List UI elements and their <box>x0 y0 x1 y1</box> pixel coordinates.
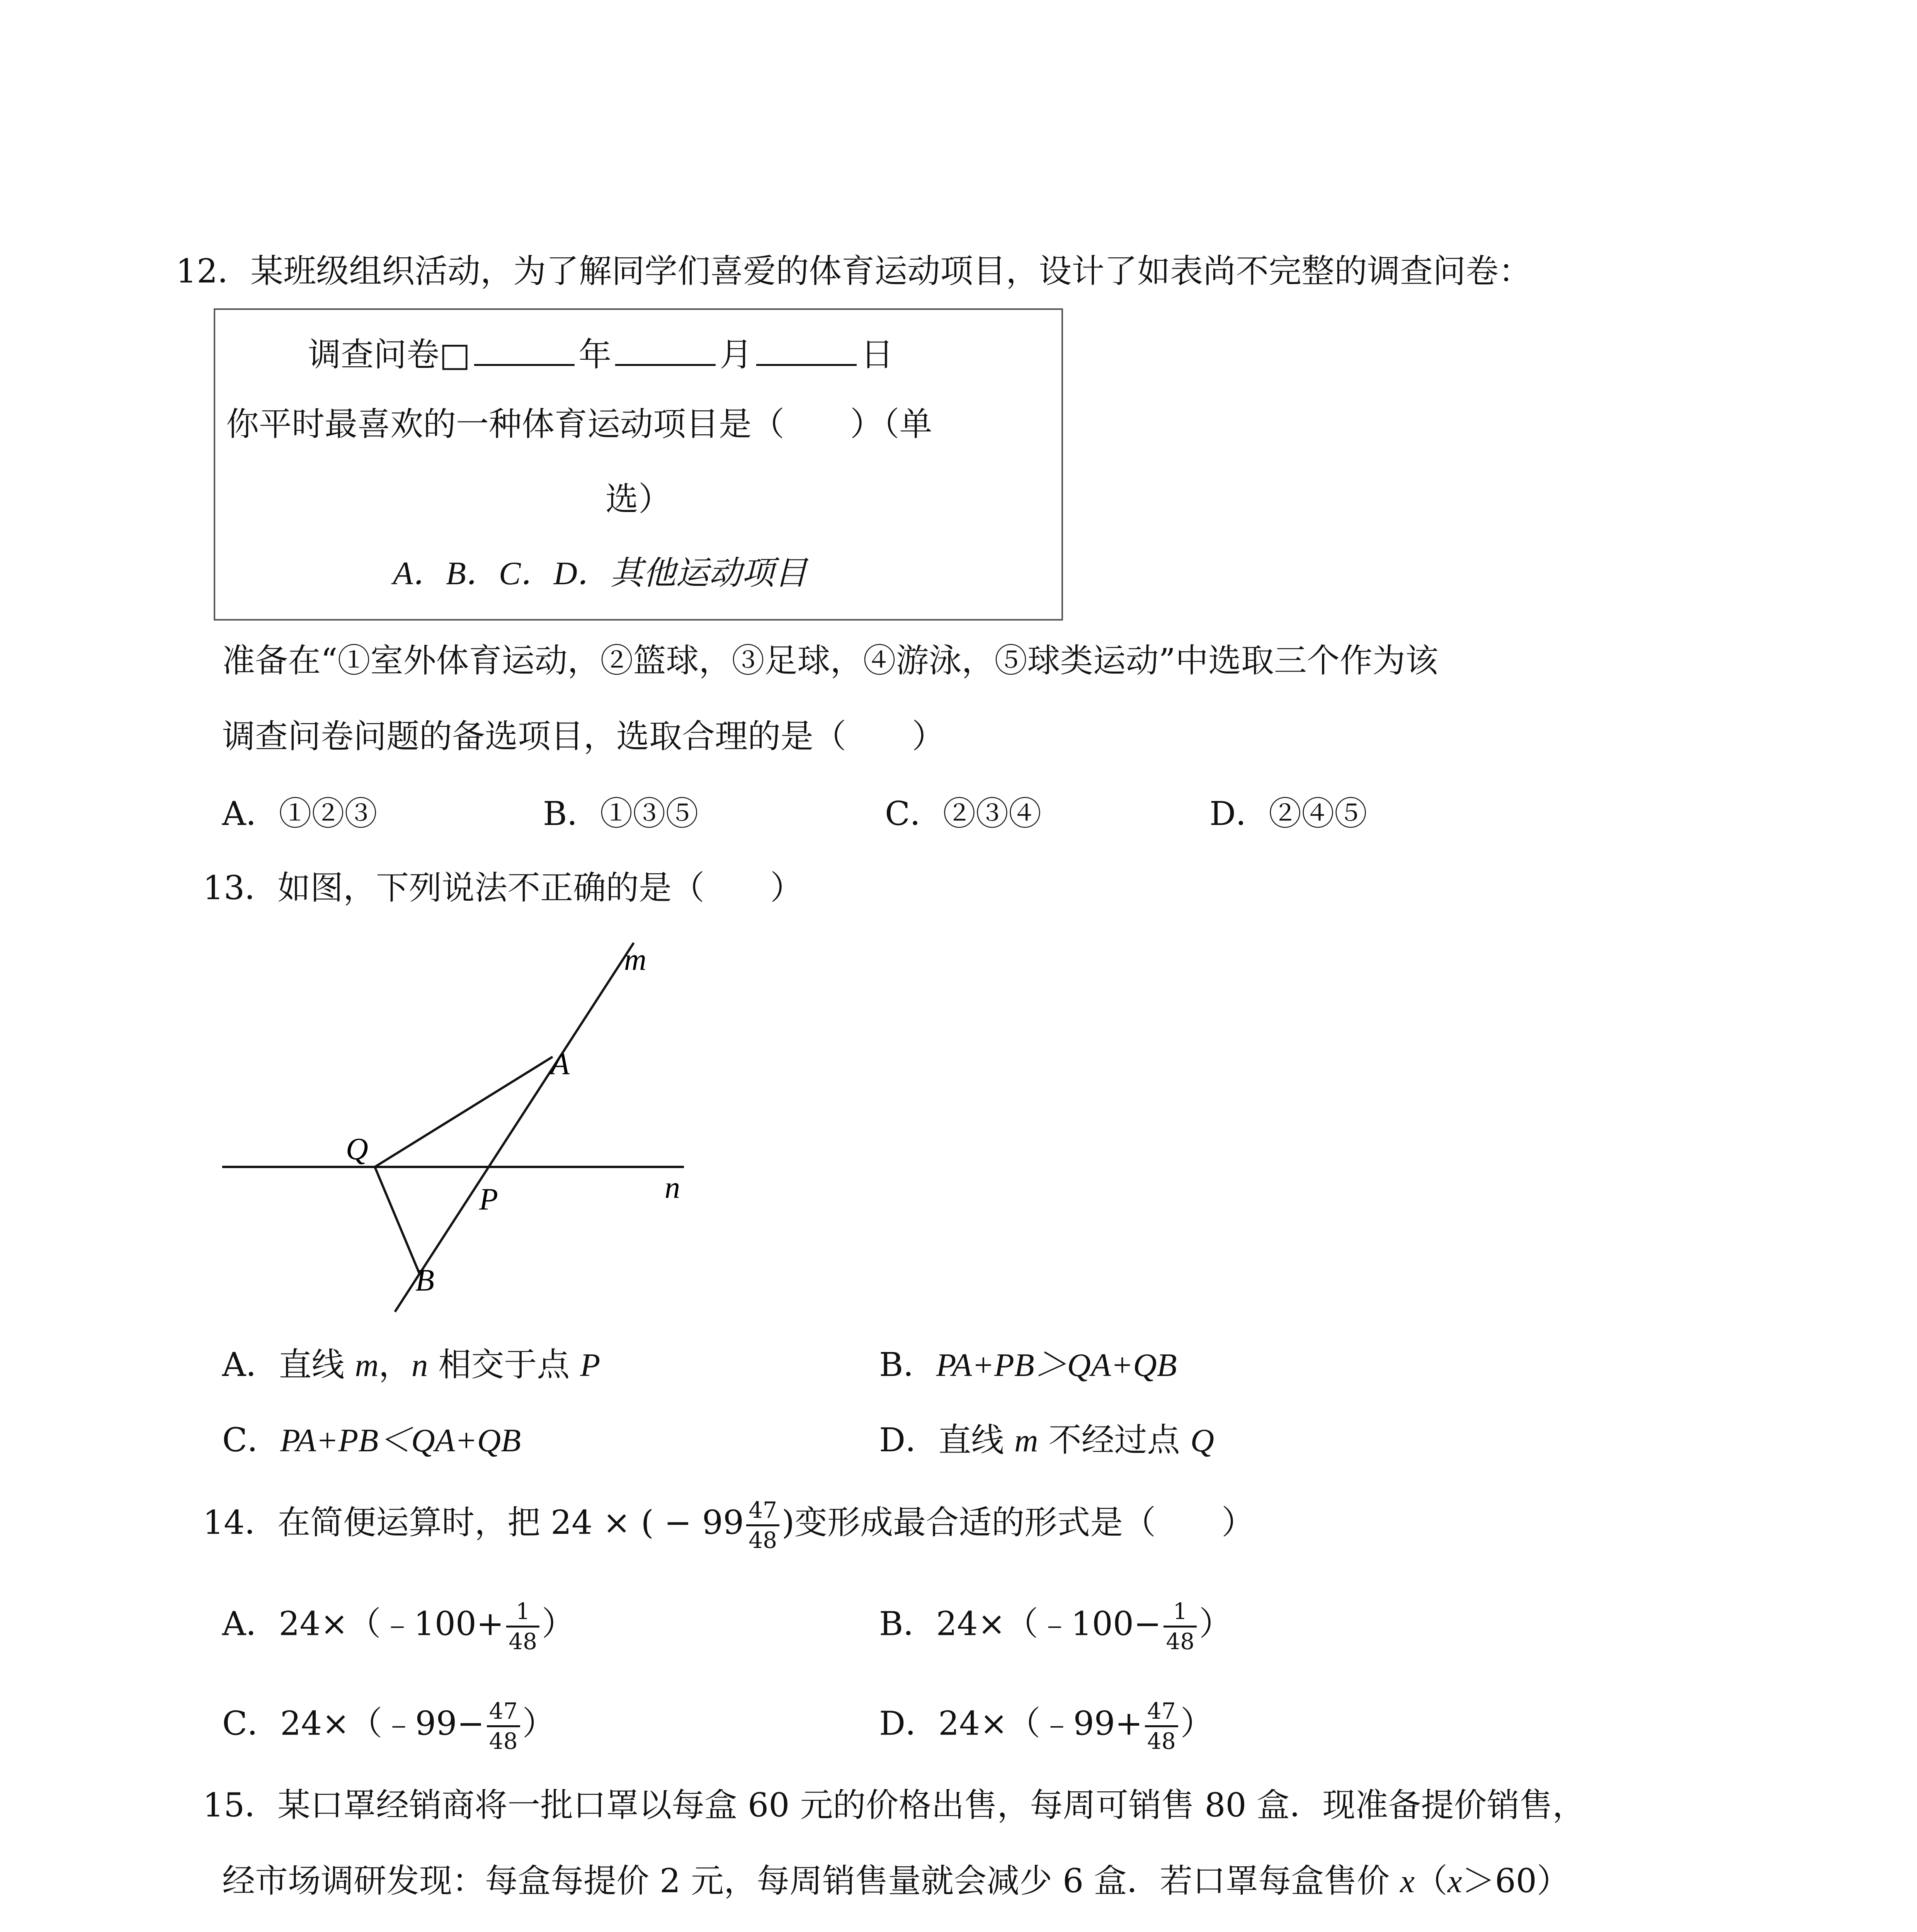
q14-choice-c-text: C．24×（﹣99− <box>222 1704 485 1743</box>
survey-day: 日 <box>861 336 894 374</box>
q13-choice-c-prefix: C． <box>222 1421 281 1459</box>
q14-choice-a-den: 48 <box>509 1628 538 1655</box>
q14-stem-b: )变形成最合适的形式是（ ） <box>782 1503 1255 1542</box>
q14-choice-a-close: ） <box>542 1605 575 1643</box>
q14-choice-c <box>222 1699 555 1753</box>
survey-year: 年 <box>578 336 612 374</box>
q13-choice-d-prefix: D．直线 <box>879 1421 1015 1459</box>
q15-line2-a: 经市场调研发现：每盒每提价 2 元，每周销售量就会减少 6 盒．若口罩每盒售价 <box>222 1862 1400 1900</box>
q13-choice-b-expr: PA+PB＞QA+QB <box>936 1347 1177 1383</box>
q14-stem-num: 47 <box>746 1498 779 1526</box>
label-p: P <box>479 1182 498 1216</box>
label-n: n <box>665 1171 680 1205</box>
q13-choice-b-prefix: B． <box>879 1346 936 1384</box>
q14-choice-c-den: 48 <box>489 1728 518 1754</box>
survey-question-a: 你平时最喜欢的一种体育运动项目是（ ）（单 <box>226 405 932 444</box>
q14-choice-d-text: D．24×（﹣99+ <box>879 1704 1143 1743</box>
q15-line2-b: （ <box>1415 1862 1448 1900</box>
q14-choice-d <box>879 1699 1213 1753</box>
survey-options: A．B．C．D．其他运动项目 <box>393 555 807 592</box>
q14-choice-b <box>879 1600 1232 1653</box>
q14-choice-d-fraction <box>1145 1699 1178 1753</box>
q14-choice-b-fraction <box>1163 1600 1197 1653</box>
q13-stem: 13．如图，下列说法不正确的是（ ） <box>203 869 803 907</box>
q15-line2 <box>222 1862 1570 1900</box>
label-q: Q <box>346 1132 368 1166</box>
q14-choice-d-num: 47 <box>1145 1699 1178 1727</box>
q13-choice-a-sep: ， <box>378 1346 412 1384</box>
q14-stem-fraction <box>746 1498 779 1552</box>
q15-line2-c: ＞60） <box>1462 1862 1570 1900</box>
q14-choice-b-close: ） <box>1199 1605 1232 1643</box>
q13-choice-a-m: m <box>355 1347 379 1383</box>
q13-choice-a-prefix: A．直线 <box>222 1346 355 1384</box>
label-m: m <box>624 943 646 977</box>
q13-choice-d-mid: 不经过点 <box>1038 1421 1191 1459</box>
q13-choice-a-mid: 相交于点 <box>428 1346 580 1384</box>
q12-choice-a: A．①②③ <box>222 795 378 833</box>
q15-line2-x: x <box>1400 1863 1415 1900</box>
q15-line1: 15．某口罩经销商将一批口罩以每盒 60 元的价格出售，每周可销售 80 盒．现准备提价销售， <box>203 1786 1585 1825</box>
q14-stem-den: 48 <box>748 1527 777 1553</box>
q14-stem <box>203 1498 1254 1552</box>
q14-choice-b-text: B．24×（﹣100− <box>879 1605 1162 1643</box>
q13-choice-a <box>222 1346 600 1384</box>
q14-choice-a-text: A．24×（﹣100+ <box>222 1605 504 1643</box>
q12-text-a: 准备在“①室外体育运动，②篮球，③足球，④游泳，⑤球类运动”中选取三个作为该 <box>222 642 1438 680</box>
q13-choice-d <box>879 1421 1214 1459</box>
survey-title: 调查问卷□ <box>308 336 471 374</box>
q13-choice-c-expr: PA+PB＜QA+QB <box>280 1422 521 1459</box>
q13-choice-c <box>222 1421 521 1459</box>
line-m <box>395 943 634 1312</box>
q13-choice-d-m: m <box>1014 1422 1038 1459</box>
q13-choice-b <box>879 1346 1177 1384</box>
q14-stem-a: 14．在简便运算时，把 24 × ( − 99 <box>203 1503 744 1542</box>
q14-choice-a <box>222 1600 575 1653</box>
q14-choice-d-den: 48 <box>1147 1728 1176 1754</box>
q14-choice-b-den: 48 <box>1166 1628 1195 1655</box>
q14-choice-d-close: ） <box>1180 1704 1213 1743</box>
label-a: A <box>551 1047 570 1081</box>
q15-line2-x2: x <box>1448 1863 1462 1900</box>
q14-choice-a-num: 1 <box>506 1600 539 1628</box>
q12-choice-c: C．②③④ <box>885 795 1042 833</box>
q14-choice-a-fraction <box>506 1600 539 1653</box>
q12-choice-d: D．②④⑤ <box>1209 795 1368 833</box>
segment-qa <box>375 1057 553 1167</box>
q12-choice-b: B．①③⑤ <box>543 795 699 833</box>
q13-choice-d-q: Q <box>1190 1422 1214 1459</box>
q14-choice-b-num: 1 <box>1163 1600 1197 1628</box>
q14-choice-c-num: 47 <box>487 1699 520 1727</box>
q12-stem: 12．某班级组织活动，为了解同学们喜爱的体育运动项目，设计了如表尚不完整的调查问卷： <box>176 252 1532 291</box>
survey-question-b: 选） <box>606 480 672 519</box>
segment-qb <box>375 1167 419 1273</box>
q13-choice-a-n: n <box>411 1347 428 1383</box>
label-b: B <box>415 1264 434 1298</box>
q14-choice-c-close: ） <box>522 1704 555 1743</box>
survey-month: 月 <box>720 336 753 374</box>
q14-choice-c-fraction <box>487 1699 520 1753</box>
q13-choice-a-p: P <box>580 1347 600 1383</box>
q12-text-b: 调查问卷问题的备选项目，选取合理的是（ ） <box>222 718 945 756</box>
